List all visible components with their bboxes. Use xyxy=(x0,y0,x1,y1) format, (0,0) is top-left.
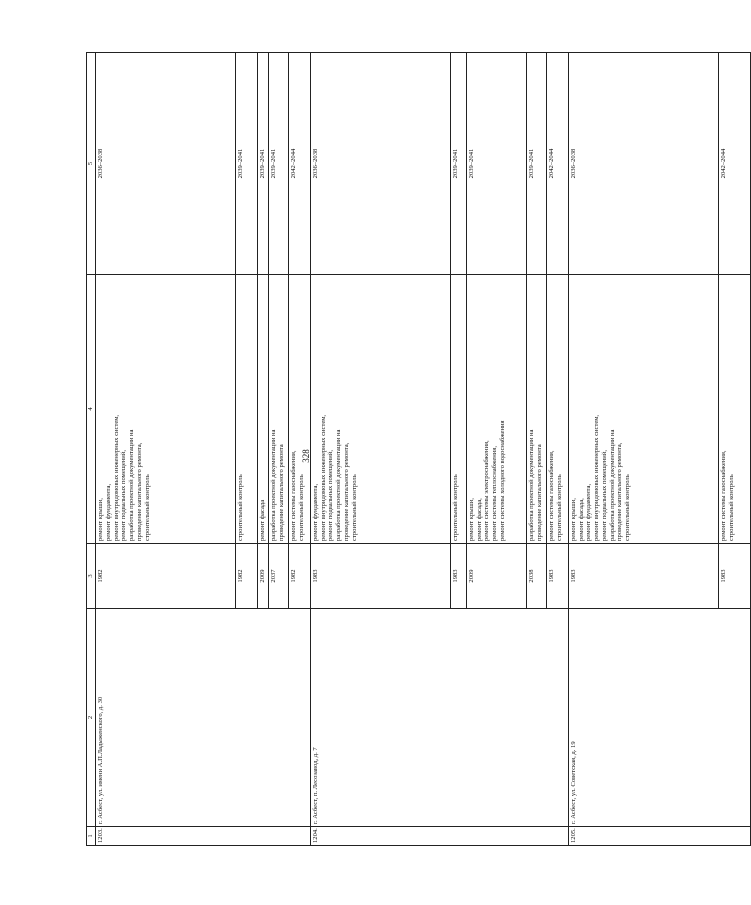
header-col-4: 4 xyxy=(87,275,96,544)
header-col-2: 2 xyxy=(87,609,96,827)
record-number: 1204. xyxy=(310,827,568,846)
work-item: строительный контроль xyxy=(297,474,305,541)
works-cell xyxy=(450,275,466,544)
record-number: 1203. xyxy=(96,827,311,846)
work-item: строительный контроль xyxy=(727,474,735,541)
work-item: ремонт подвальных помещений, xyxy=(120,450,128,541)
work-item: разработка проектной документации на xyxy=(527,429,535,541)
work-item: строительный контроль xyxy=(237,474,244,541)
table-row xyxy=(568,53,718,846)
building-address: г. Асбест, ул. Советская, д. 19 xyxy=(568,609,750,827)
work-item: строительный контроль xyxy=(555,474,563,541)
work-item: проведение капитального ремонта, xyxy=(135,442,143,541)
work-item: ремонт фасада, xyxy=(475,498,483,541)
header-col-1: 1 xyxy=(87,827,96,846)
work-item: ремонт внутридомовых инженерных систем, xyxy=(593,414,601,541)
work-item: ремонт фундамента, xyxy=(585,483,593,541)
works-cell xyxy=(96,275,236,544)
work-item: ремонт системы газоснабжения, xyxy=(289,450,297,541)
work-item: проведение капитального ремонта, xyxy=(342,442,350,541)
work-item: ремонт фасада xyxy=(259,499,266,541)
works-cell xyxy=(526,275,546,544)
works-cell xyxy=(466,275,526,544)
work-item: ремонт внутридомовых инженерных систем, xyxy=(319,414,327,541)
work-item: строительный контроль xyxy=(451,474,459,541)
work-item: ремонт фундамента, xyxy=(311,483,319,541)
year-cell: 1982 xyxy=(288,544,310,609)
year-cell: 2038 xyxy=(526,544,546,609)
work-item: разработка проектной документации на xyxy=(608,429,616,541)
term-cell: 2036–2038 xyxy=(310,53,450,275)
term-cell: 2042–2044 xyxy=(288,53,310,275)
page-number: 328 xyxy=(301,449,311,463)
work-item: ремонт внутридомовых инженерных систем, xyxy=(112,414,120,541)
table-row xyxy=(96,53,236,846)
header-col-3: 3 xyxy=(87,544,96,609)
table-body xyxy=(96,53,751,846)
works-cell xyxy=(258,275,269,544)
work-item: строительный контроль xyxy=(624,474,632,541)
work-item: разработка проектной документации на xyxy=(269,429,277,541)
work-item: ремонт системы газоснабжения, xyxy=(547,450,555,541)
work-item: строительный контроль xyxy=(143,474,151,541)
header-col-5: 5 xyxy=(87,53,96,275)
year-cell: 2009 xyxy=(466,544,526,609)
works-cell xyxy=(718,275,750,544)
rotated-table-container xyxy=(86,78,735,846)
year-cell: 2037 xyxy=(268,544,288,609)
work-item: ремонт фасада, xyxy=(577,498,585,541)
year-cell: 1982 xyxy=(236,544,258,609)
building-address: г. Асбест, ул. имени А.П.Ладыженского, д. 30 xyxy=(96,609,311,827)
work-item: ремонт крыши, xyxy=(467,498,475,541)
term-cell: 2042–2044 xyxy=(718,53,750,275)
work-item: проведение капитального ремонта xyxy=(535,444,543,541)
work-item: ремонт крыши, xyxy=(569,498,577,541)
term-cell: 2039–2041 xyxy=(466,53,526,275)
work-item: ремонт фундамента, xyxy=(104,483,112,541)
term-cell: 2039–2041 xyxy=(450,53,466,275)
term-cell: 2039–2041 xyxy=(268,53,288,275)
work-item: разработка проектной документации на xyxy=(335,429,343,541)
works-cell xyxy=(268,275,288,544)
record-number: 1205. xyxy=(568,827,750,846)
term-cell: 2039–2041 xyxy=(236,53,258,275)
works-cell xyxy=(568,275,718,544)
work-item: ремонт системы холодного водоснабжения xyxy=(498,420,506,541)
work-item: ремонт системы теплоснабжения, xyxy=(491,446,499,541)
work-item: проведение капитального ремонта, xyxy=(616,442,624,541)
works-cell xyxy=(236,275,258,544)
year-cell: 2009 xyxy=(258,544,269,609)
term-cell: 2042–2044 xyxy=(546,53,568,275)
term-cell: 2036–2038 xyxy=(96,53,236,275)
term-cell: 2039–2041 xyxy=(526,53,546,275)
works-cell xyxy=(546,275,568,544)
works-cell xyxy=(310,275,450,544)
work-item: проведение капитального ремонта xyxy=(277,444,285,541)
year-cell: 1983 xyxy=(568,544,718,609)
work-item: ремонт системы газоснабжения, xyxy=(719,450,727,541)
table-row xyxy=(310,53,450,846)
year-cell: 1983 xyxy=(310,544,450,609)
year-cell: 1982 xyxy=(96,544,236,609)
work-item: разработка проектной документации на xyxy=(128,429,136,541)
repair-schedule-table xyxy=(86,52,751,846)
works-cell xyxy=(288,275,310,544)
year-cell: 1983 xyxy=(718,544,750,609)
year-cell: 1983 xyxy=(450,544,466,609)
work-item: ремонт системы электроснабжения, xyxy=(483,440,491,541)
term-cell: 2036–2038 xyxy=(568,53,718,275)
column-numbers-row xyxy=(87,53,96,846)
year-cell: 1983 xyxy=(546,544,568,609)
term-cell: 2039–2041 xyxy=(258,53,269,275)
work-item: строительный контроль xyxy=(350,474,358,541)
building-address: г. Асбест, п. Лесозавод, д. 7 xyxy=(310,609,568,827)
work-item: ремонт крыши, xyxy=(97,498,104,541)
work-item: ремонт подвальных помещений, xyxy=(600,450,608,541)
work-item: ремонт подвальных помещений, xyxy=(327,450,335,541)
